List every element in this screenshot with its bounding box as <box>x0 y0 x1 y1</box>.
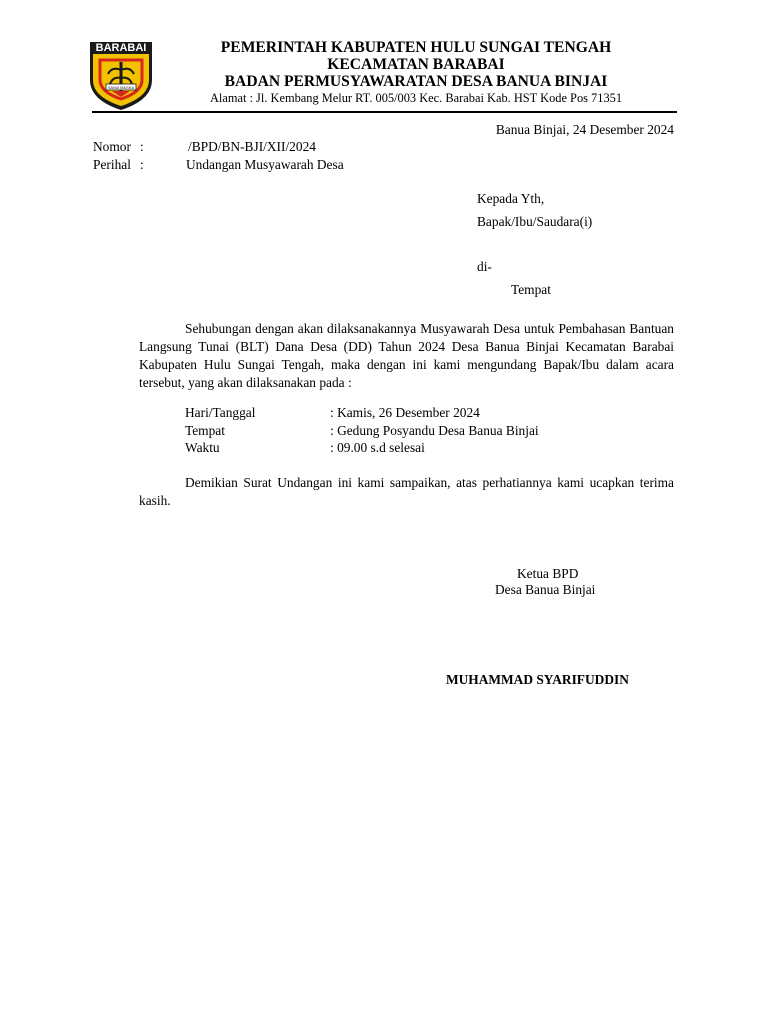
nomor-value: /BPD/BN-BJI/XII/2024 <box>188 139 316 154</box>
recipient-di: di- <box>477 259 492 274</box>
letterhead-divider <box>92 111 677 113</box>
perihal-label: Perihal <box>93 157 131 172</box>
body-paragraph-closing: Demikian Surat Undangan ini kami sampaikan, atas perhatiannya kami ucapkan terima kasih. <box>139 475 674 508</box>
signature-organization: Desa Banua Binjai <box>495 582 596 597</box>
detail-label: Hari/Tanggal <box>185 405 256 420</box>
detail-value: : Gedung Posyandu Desa Banua Binjai <box>330 423 539 438</box>
perihal-value: Undangan Musyawarah Desa <box>186 157 344 172</box>
detail-value: : 09.00 s.d selesai <box>330 440 425 455</box>
letterhead-line-government: PEMERINTAH KABUPATEN HULU SUNGAI TENGAH <box>220 39 612 56</box>
logo-top-text: BARABAI <box>95 42 147 54</box>
detail-row-time <box>0 439 768 456</box>
letterhead-address: Alamat : Jl. Kembang Melur RT. 005/003 Kec. Barabai Kab. HST Kode Pos 71351 <box>209 91 623 105</box>
recipient-addressee: Bapak/Ibu/Saudara(i) <box>477 214 593 229</box>
body-paragraph-intro: Sehubungan dengan akan dilaksanakannya Musyawarah Desa untuk Pembahasan Bantuan Langsung Tunai (BLT) Dana Desa (DD) Tahun 2024 Desa Banua Binjai Kecamatan Barabai Kabupaten Hulu Sungai Tengah, maka dengan ini kami mengundang Bapak/Ibu dalam acara tersebut, yang akan dilaksanakan pada : <box>139 321 674 390</box>
detail-row-place <box>0 422 768 439</box>
letterhead-line-institution: BADAN PERMUSYAWARATAN DESA BANUA BINJAI <box>224 73 608 90</box>
nomor-separator: : <box>140 139 144 154</box>
signature-title: Ketua BPD <box>517 566 579 581</box>
detail-label: Waktu <box>185 440 220 455</box>
perihal-separator: : <box>140 157 144 172</box>
letterhead-line-district: KECAMATAN BARABAI <box>327 56 505 73</box>
detail-label: Tempat <box>185 423 225 438</box>
logo-banner-text: SAMA MASKA <box>107 85 135 90</box>
recipient-greeting: Kepada Yth, <box>477 191 545 206</box>
detail-row-date <box>0 404 768 421</box>
nomor-label: Nomor <box>93 139 131 154</box>
signatory-name: MUHAMMAD SYARIFUDDIN <box>446 672 629 687</box>
recipient-place: Tempat <box>511 282 551 297</box>
regency-logo <box>86 36 156 112</box>
detail-value: : Kamis, 26 Desember 2024 <box>330 405 480 420</box>
letter-date: Banua Binjai, 24 Desember 2024 <box>495 122 674 137</box>
